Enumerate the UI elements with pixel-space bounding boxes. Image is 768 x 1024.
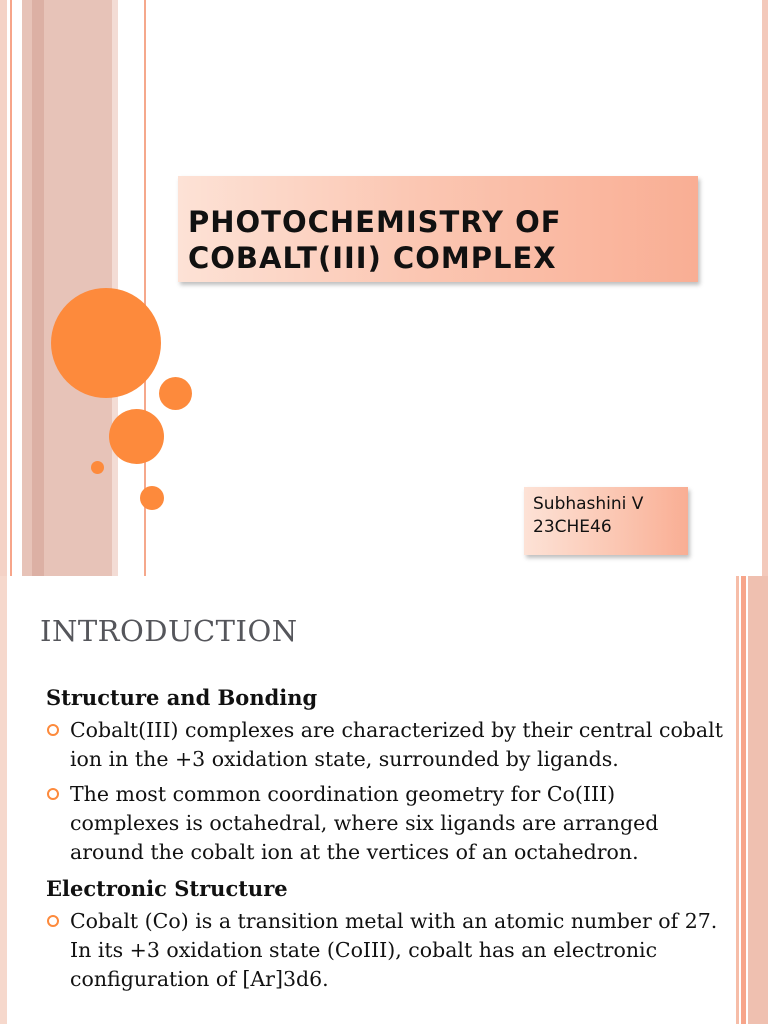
bullet-text: The most common coordination geometry for Co(III) complexes is octahedral, where six ligands are arranged around the cobalt ion at the vertices of an octahedron. xyxy=(70,782,659,864)
author-id: 23CHE46 xyxy=(533,517,612,537)
decorative-stripe xyxy=(10,0,12,576)
decorative-circle xyxy=(140,486,164,510)
decorative-circle xyxy=(159,377,192,410)
author-name: Subhashini V xyxy=(533,494,644,514)
decorative-stripe xyxy=(32,0,44,576)
title-line-2: COBALT(III) COMPLEX xyxy=(188,241,557,275)
bullet-text: Cobalt (Co) is a transition metal with an atomic number of 27. In its +3 oxidation state (CoIII), cobalt has an electronic configuration of [Ar]3d6. xyxy=(70,909,718,991)
decorative-stripe xyxy=(748,576,768,1024)
title-box xyxy=(178,176,698,282)
decorative-stripe xyxy=(762,0,768,576)
decorative-circle-large xyxy=(51,288,161,398)
decorative-circle xyxy=(109,409,164,464)
decorative-stripe xyxy=(0,576,7,1024)
decorative-stripe xyxy=(736,576,739,1024)
decorative-stripe xyxy=(0,0,7,576)
bullet-text: Cobalt(III) complexes are characterized by their central cobalt ion in the +3 oxidation state, surrounded by ligands. xyxy=(70,718,723,771)
decorative-circle xyxy=(91,461,104,474)
slide-title xyxy=(188,204,698,276)
author-box xyxy=(524,487,688,555)
slide-heading: INTRODUCTION xyxy=(40,614,298,648)
hollow-circle-icon xyxy=(47,788,59,800)
decorative-stripe xyxy=(741,576,746,1024)
hollow-circle-icon xyxy=(47,724,59,736)
bullet-item xyxy=(46,716,726,774)
section-heading: Structure and Bonding xyxy=(46,685,318,710)
bullet-item xyxy=(46,780,726,867)
slide-content xyxy=(46,682,726,1000)
bullet-item xyxy=(46,907,726,994)
hollow-circle-icon xyxy=(47,915,59,927)
section-heading: Electronic Structure xyxy=(46,876,288,901)
title-line-1: PHOTOCHEMISTRY OF xyxy=(188,205,562,239)
introduction-slide xyxy=(0,576,768,1024)
